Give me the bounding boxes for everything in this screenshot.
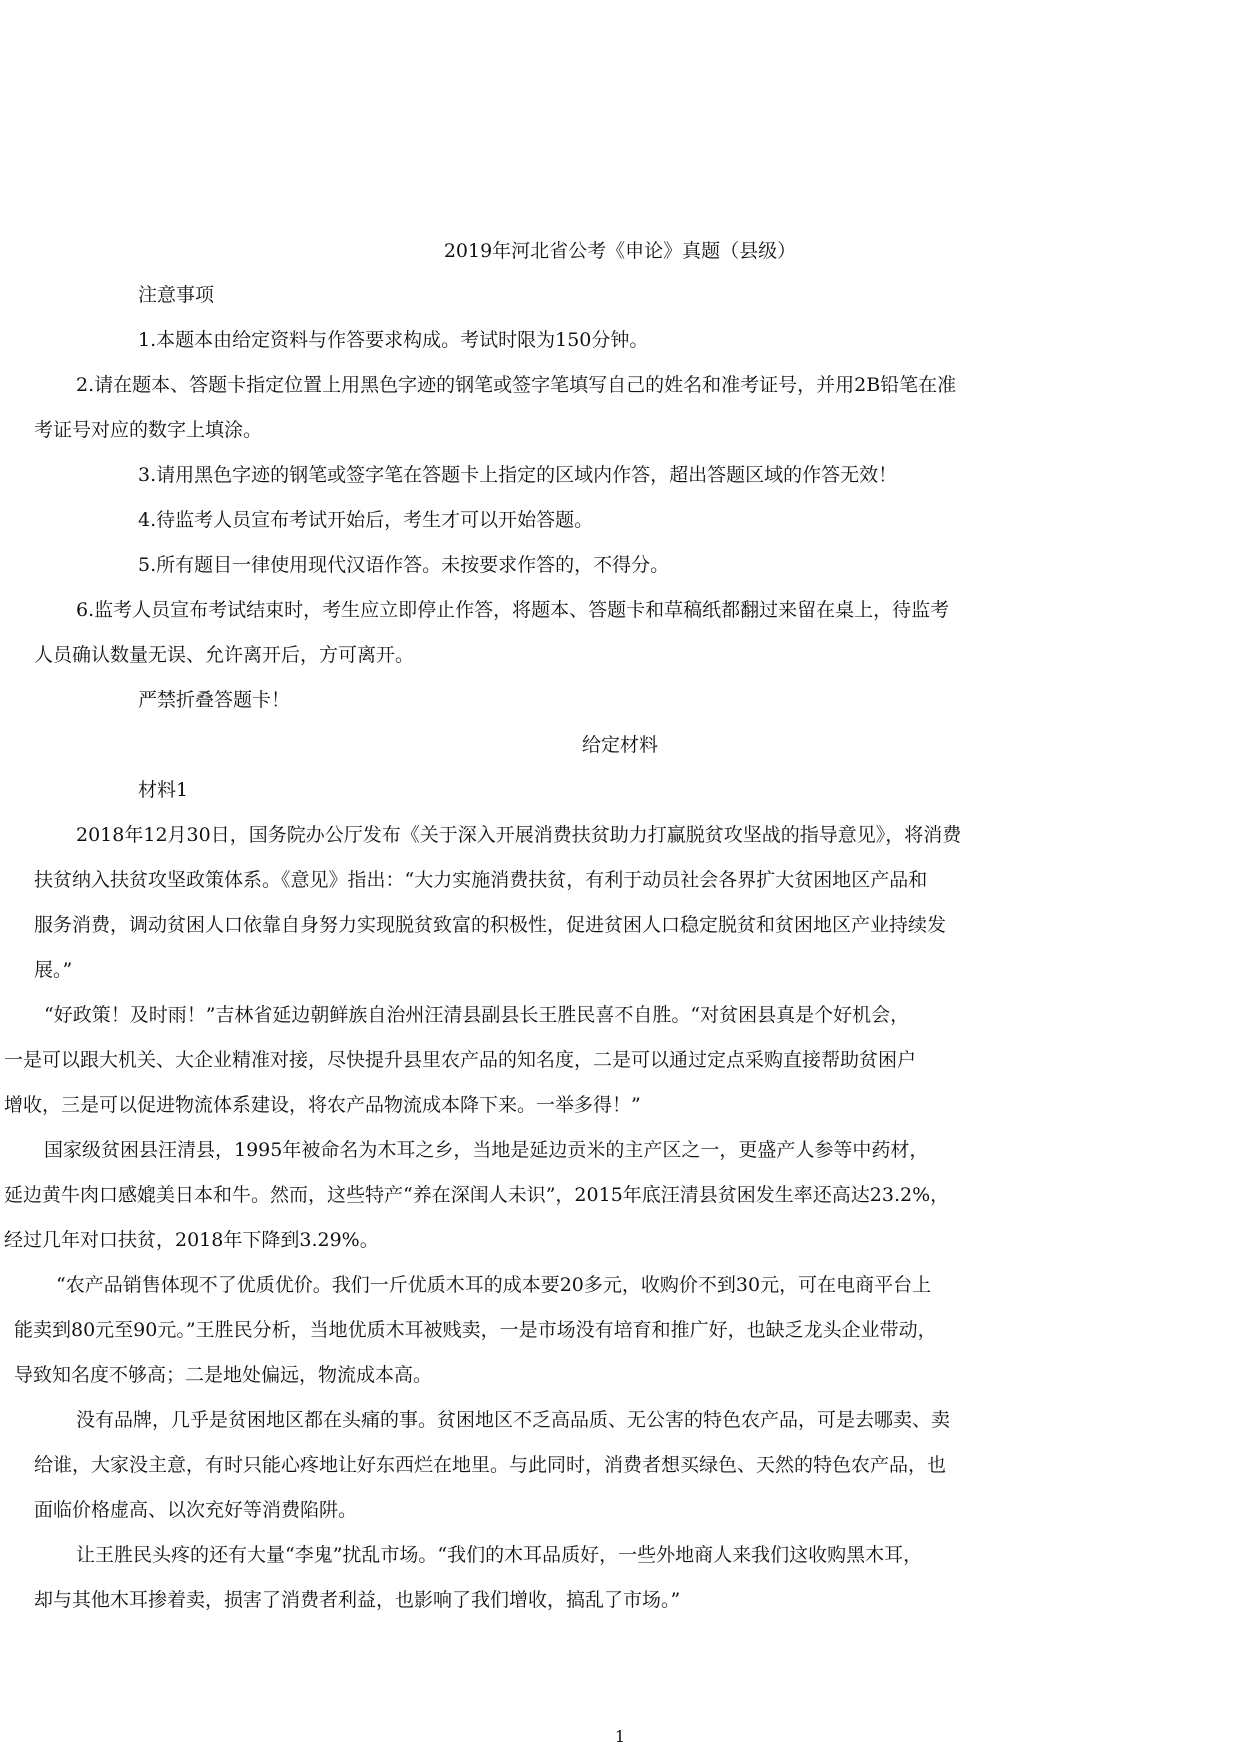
body-line-9: 延边黄牛肉口感媲美日本和牛。然而，这些特产“养在深闺人未识”，2015年底汪清县贫困发生率还高达23.2%， — [4, 1184, 950, 1206]
page-number: 1 — [614, 1727, 626, 1746]
notice-line-5: 5.所有题目一律使用现代汉语作答。未按要求作答的，不得分。 — [138, 554, 670, 576]
body-line-11: “农产品销售体现不了优质优价。我们一斤优质木耳的成本要20多元，收购价不到30元，可在电商平台上 — [56, 1274, 932, 1296]
body-line-17: 让王胜民头疼的还有大量“李鬼”扰乱市场。“我们的木耳品质好，一些外地商人来我们这收购黑木耳， — [76, 1544, 923, 1566]
notice-line-4: 4.待监考人员宣布考试开始后，考生才可以开始答题。 — [138, 509, 594, 531]
notice-line-3: 3.请用黑色字迹的钢笔或签字笔在答题卡上指定的区域内作答，超出答题区域的作答无效！ — [138, 464, 898, 486]
body-line-18: 却与其他木耳掺着卖，损害了消费者利益，也影响了我们增收，搞乱了市场。” — [34, 1589, 681, 1611]
body-line-13: 导致知名度不够高；二是地处偏远，物流成本高。 — [14, 1364, 433, 1386]
body-line-14: 没有品牌，几乎是贫困地区都在头痛的事。贫困地区不乏高品质、无公害的特色农产品，可是去哪卖、卖 — [76, 1409, 951, 1431]
body-line-12: 能卖到80元至90元。”王胜民分析，当地优质木耳被贱卖，一是市场没有培育和推广好，也缺乏龙头企业带动， — [14, 1319, 937, 1341]
body-line-6: 一是可以跟大机关、大企业精准对接，尽快提升县里农产品的知名度，二是可以通过定点采购直接帮助贫困户 — [4, 1049, 917, 1071]
body-line-3: 服务消费，调动贫困人口依靠自身努力实现脱贫致富的积极性，促进贫困人口稳定脱贫和贫困地区产业持续发 — [34, 914, 947, 936]
notice-heading: 注意事项 — [138, 284, 215, 306]
notice-line-6: 6.监考人员宣布考试结束时，考生应立即停止作答，将题本、答题卡和草稿纸都翻过来留在桌上，待监考 — [76, 599, 950, 621]
notice-line-6-cont: 人员确认数量无误、允许离开后，方可离开。 — [34, 644, 415, 666]
notice-line-2: 2.请在题本、答题卡指定位置上用黑色字迹的钢笔或签字笔填写自己的姓名和准考证号，并用2B铅笔在准 — [76, 374, 957, 396]
body-line-4: 展。” — [34, 959, 73, 981]
body-line-2: 扶贫纳入扶贫攻坚政策体系。《意见》指出：“大力实施消费扶贫，有利于动员社会各界扩大贫困地区产品和 — [34, 869, 928, 891]
body-line-16: 面临价格虚高、以次充好等消费陷阱。 — [34, 1499, 358, 1521]
material-heading: 材料1 — [138, 779, 189, 801]
notice-warning: 严禁折叠答题卡！ — [138, 689, 291, 711]
body-line-15: 给谁，大家没主意，有时只能心疼地让好东西烂在地里。与此同时，消费者想买绿色、天然的特色农产品，也 — [34, 1454, 947, 1476]
body-line-1: 2018年12月30日，国务院办公厅发布《关于深入开展消费扶贫助力打赢脱贫攻坚战的指导意见》，将消费 — [76, 824, 962, 846]
body-line-10: 经过几年对口扶贫，2018年下降到3.29%。 — [4, 1229, 379, 1251]
body-line-8: 国家级贫困县汪清县，1995年被命名为木耳之乡，当地是延边贡米的主产区之一，更盛产人参等中药材， — [44, 1139, 929, 1161]
body-line-7: 增收，三是可以促进物流体系建设，将农产品物流成本降下来。一举多得！” — [4, 1094, 641, 1116]
notice-line-1: 1.本题本由给定资料与作答要求构成。考试时限为150分钟。 — [138, 329, 649, 351]
body-line-5: “好政策！及时雨！”吉林省延边朝鲜族自治州汪清县副县长王胜民喜不自胜。“对贫困县真是个好机会， — [44, 1004, 910, 1026]
section-heading: 给定材料 — [581, 734, 658, 756]
document-title: 2019年河北省公考《申论》真题（县级） — [443, 240, 797, 262]
notice-line-2-cont: 考证号对应的数字上填涂。 — [34, 419, 263, 441]
